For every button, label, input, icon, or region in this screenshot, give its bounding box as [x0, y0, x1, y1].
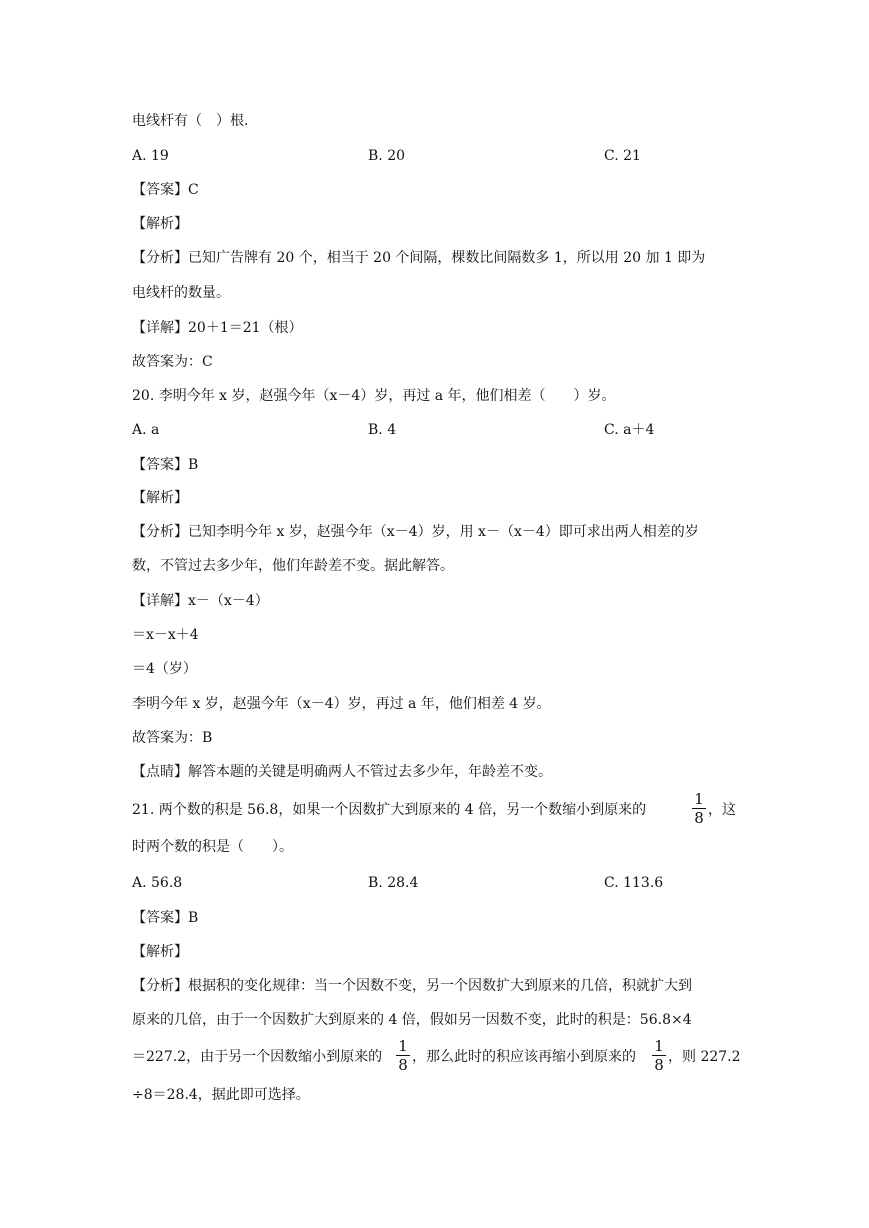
- q19-option-c: C. 21: [604, 148, 641, 164]
- fraction-denominator: 8: [654, 1056, 664, 1074]
- q19-analysis-line-1: 【分析】已知广告牌有 20 个，相当于 20 个间隔，棵数比间隔数多 1，所以用 20 加 1 即为: [132, 250, 706, 266]
- q20-detail-line-2: ＝x－x＋4: [132, 627, 199, 643]
- q19-analysis-line-2: 电线杆的数量。: [132, 285, 230, 301]
- q21-analysis-line-3-mid: ，那么此时的积应该再缩小到原来的: [412, 1049, 636, 1065]
- q21-analysis-line-3: ＝227.2，由于另一个因数缩小到原来的: [132, 1049, 383, 1065]
- q19-analysis-heading: 【解析】: [132, 216, 188, 232]
- q21-analysis-line-1: 【分析】根据积的变化规律：当一个因数不变，另一个因数扩大到原来的几倍，积就扩大到: [132, 978, 692, 994]
- fraction-one-eighth-2: [396, 1038, 410, 1073]
- q19-conclusion: 故答案为：C: [132, 354, 213, 370]
- fraction-numerator: 1: [694, 790, 704, 808]
- fraction-numerator: 1: [654, 1037, 664, 1055]
- q21-analysis-line-3-tail: ，则 227.2: [668, 1049, 741, 1065]
- q21-stem-line-1: 21. 两个数的积是 56.8，如果一个因数扩大到原来的 4 倍，另一个数缩小到原来的: [132, 802, 647, 818]
- fraction-numerator: 1: [398, 1037, 408, 1055]
- q20-analysis-line-2: 数，不管过去多少年，他们年龄差不变。据此解答。: [132, 558, 454, 574]
- q20-detail-line-4: 李明今年 x 岁，赵强今年（x－4）岁，再过 a 年，他们相差 4 岁。: [132, 696, 551, 712]
- q20-analysis-heading: 【解析】: [132, 490, 188, 506]
- q21-analysis-line-4: ÷8＝28.4，据此即可选择。: [132, 1087, 310, 1103]
- q20-detail-line-3: ＝4（岁）: [132, 661, 197, 677]
- q20-detail-line-1: 【详解】x－（x－4）: [132, 593, 269, 609]
- q21-analysis-line-2: 原来的几倍，由于一个因数扩大到原来的 4 倍，假如另一因数不变，此时的积是：56.8×4: [132, 1012, 692, 1028]
- q20-option-c: C. a＋4: [604, 422, 655, 438]
- q19-option-b: B. 20: [368, 148, 406, 164]
- q21-stem-line-2: 时两个数的积是（ ）。: [132, 839, 293, 855]
- q20-stem: 20. 李明今年 x 岁，赵强今年（x－4）岁，再过 a 年，他们相差（ ）岁。: [132, 388, 616, 404]
- fraction-denominator: 8: [398, 1056, 408, 1074]
- q19-detail: 【详解】20＋1＝21（根）: [132, 320, 303, 336]
- fraction-one-eighth: [692, 791, 706, 826]
- q19-answer: 【答案】C: [132, 182, 199, 198]
- q20-conclusion: 故答案为：B: [132, 730, 213, 746]
- q19-stem-tail: 电线杆有（ ）根.: [132, 113, 249, 129]
- q19-option-a: A. 19: [132, 148, 169, 164]
- fraction-denominator: 8: [694, 809, 704, 827]
- q20-option-a: A. a: [132, 422, 160, 438]
- fraction-one-eighth-3: [652, 1038, 666, 1073]
- q20-analysis-line-1: 【分析】已知李明今年 x 岁，赵强今年（x－4）岁，用 x－（x－4）即可求出两人相差的岁: [132, 524, 699, 540]
- q21-stem-line-1-tail: ，这: [708, 802, 736, 818]
- q20-answer: 【答案】B: [132, 457, 199, 473]
- q21-analysis-heading: 【解析】: [132, 944, 188, 960]
- q20-key-point: 【点睛】解答本题的关键是明确两人不管过去多少年，年龄差不变。: [132, 764, 552, 780]
- q20-option-b: B. 4: [368, 422, 397, 438]
- q21-answer: 【答案】B: [132, 910, 199, 926]
- q21-option-b: B. 28.4: [368, 875, 419, 891]
- q21-option-a: A. 56.8: [132, 875, 183, 891]
- q21-option-c: C. 113.6: [604, 875, 664, 891]
